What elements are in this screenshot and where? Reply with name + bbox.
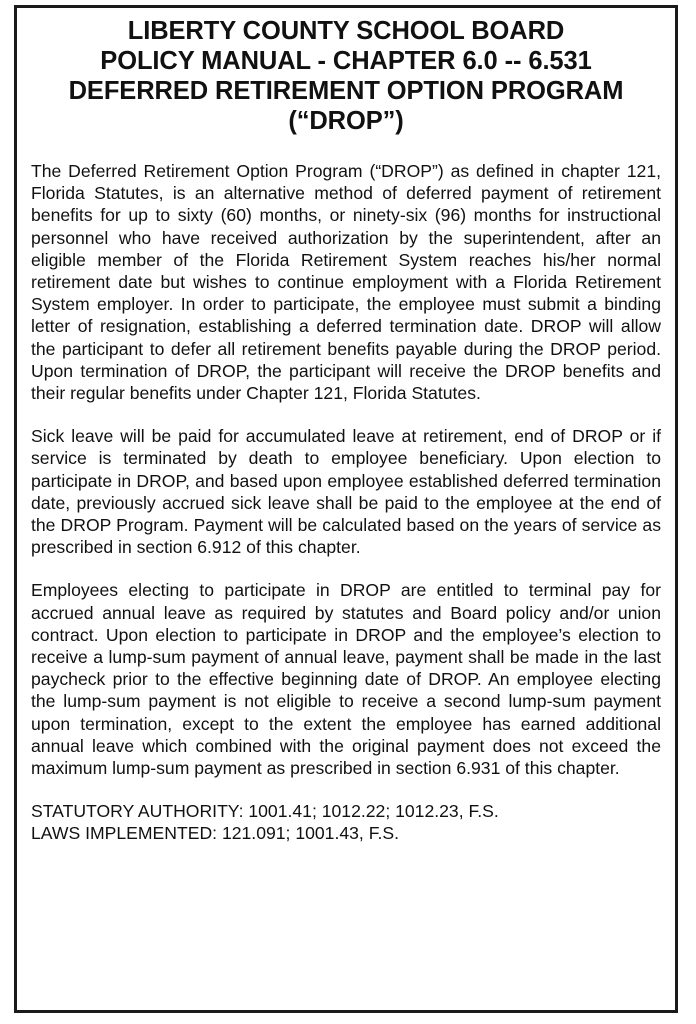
statutory-references bbox=[31, 800, 661, 844]
statutory-authority: STATUTORY AUTHORITY: 1001.41; 1012.22; 1012.23, F.S. bbox=[31, 801, 499, 822]
page-title bbox=[31, 16, 661, 136]
paragraph-annual-leave: Employees electing to participate in DROP are entitled to terminal pay for accrued annual leave as required by statutes and Board policy and/​or union contract. Upon election to participate in DROP and the employee’s election to receive a lump-sum payment of annual leave, payment shall be made in the last paycheck prior to the effective beginning date of DROP. An employee electing the lump-sum payment is not eligible to receive a second lump-sum payment upon termination, except to the extent the employee has earned additional annual leave which combined with the original payment does not exceed the maximum lump-​sum payment as prescribed in section 6.931 of this chapter. bbox=[31, 580, 661, 779]
paragraph-sick-leave: Sick leave will be paid for accumulated leave at retirement, end of DROP or if service is terminated by death to employee beneficiary. Upon election to participate in DROP, and based upon employee established deferred termination date, previously accrued sick leave shall be paid to the employee at the end of the DROP Program. Payment will be calculated based on the years of service as prescribed in section 6.912 of this chapter. bbox=[31, 426, 661, 558]
title-line-board: LIBERTY COUNTY SCHOOL BOARD bbox=[127, 17, 565, 45]
policy-notice bbox=[14, 5, 678, 1013]
title-line-chapter: POLICY MANUAL - CHAPTER 6.0 -- 6.531 bbox=[100, 47, 592, 75]
paragraph-definition: The Deferred Retirement Option Program (“DROP”) as defined in chapter 121, Florida Statutes, is an alternative method of deferred payment of retirement benefits for up to sixty (60) months, or ninety-six (96) months for instructional personnel who have received authorization by the superintendent, after an eligible member of the Florida Retirement System reaches his/her normal retirement date but wishes to continue employment with a Florida Retirement System employer. In order to participate, the employee must submit a binding letter of resignation, establishing a deferred termination date. DROP will allow the participant to defer all retirement benefits payable during the DROP period. Upon termination of DROP, the participant will receive the DROP benefits and their regular benefits under Chapter 121, Florida Statutes. bbox=[31, 161, 661, 404]
laws-implemented: LAWS IMPLEMENTED: 121.091; 1001.43, F.S. bbox=[31, 823, 400, 844]
title-line-program: DEFERRED RETIREMENT OPTION PROGRAM bbox=[68, 77, 624, 105]
title-line-acronym: (“DROP”) bbox=[288, 107, 404, 135]
policy-body bbox=[31, 160, 661, 844]
